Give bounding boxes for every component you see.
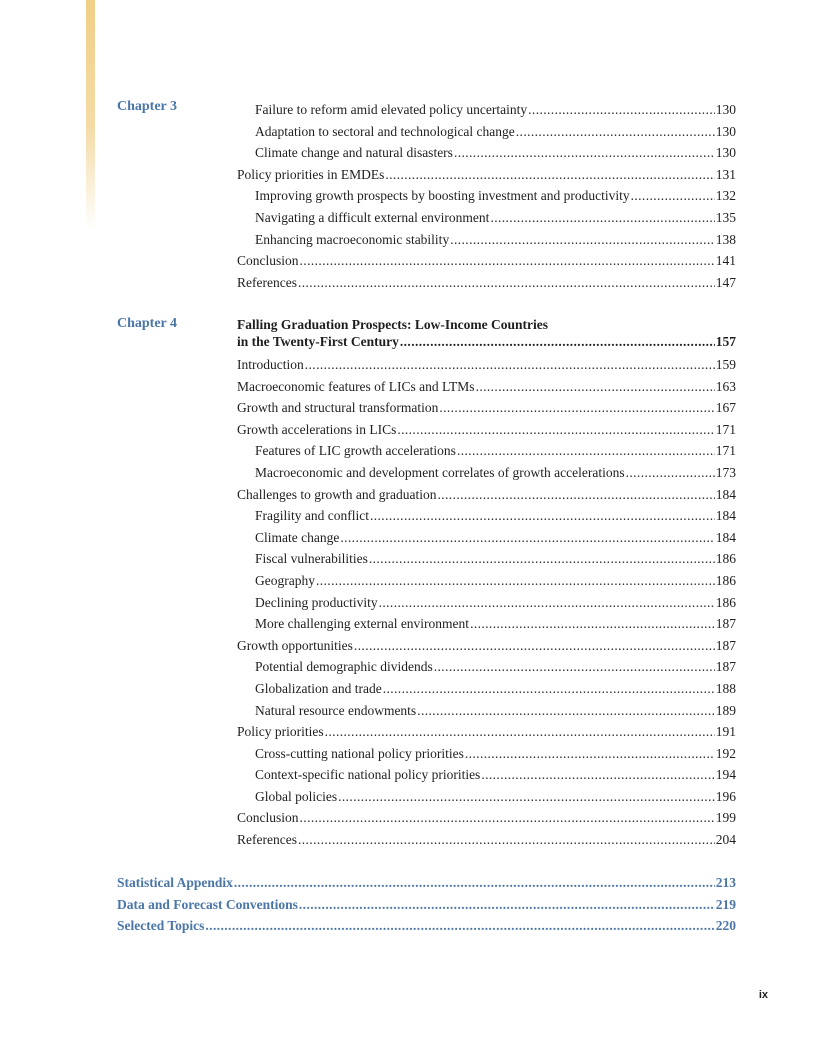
dot-leader [476,376,715,398]
toc-entry-page: 132 [715,188,736,204]
toc-entry-page: 187 [715,616,736,632]
toc-entry-page: 188 [715,680,736,696]
toc-entry[interactable] [237,592,736,614]
toc-entry[interactable] [237,829,736,851]
chapter-4-entries [237,316,736,851]
dot-leader [400,333,715,350]
toc-entry[interactable] [237,229,736,251]
toc-entry-page: 173 [715,464,736,480]
dot-leader [300,807,715,829]
toc-entry-page: 187 [715,659,736,675]
dot-leader [299,894,715,916]
toc-entry[interactable] [237,440,736,462]
toc-entry[interactable] [237,635,736,657]
toc-entry-title: Context-specific national policy priorities [255,767,481,783]
toc-entry-page: 186 [715,551,736,567]
toc-entry[interactable] [237,99,736,121]
dot-leader [439,397,714,419]
dot-leader [631,185,715,207]
toc-entry-title: Conclusion [237,253,299,269]
toc-entry[interactable] [237,527,736,549]
back-matter-page: 220 [715,918,736,934]
dot-leader [528,99,715,121]
toc-entry-page: 131 [715,166,736,182]
toc-entry[interactable] [237,272,736,294]
toc-entry[interactable] [237,505,736,527]
toc-entry-title: Improving growth prospects by boosting investment and productivity [255,188,630,204]
toc-entry-title: Fiscal vulnerabilities [255,551,368,567]
toc-entry-title: Climate change and natural disasters [255,145,453,161]
toc-entry[interactable] [237,185,736,207]
back-matter-title: Statistical Appendix [117,875,233,890]
back-matter-page: 213 [715,875,736,890]
toc-entry-title: Features of LIC growth accelerations [255,443,456,459]
back-matter-title: Data and Forecast Conventions [117,896,298,912]
back-matter-entry[interactable] [117,894,736,916]
toc-entry-title: Growth opportunities [237,637,353,653]
dot-leader [470,613,715,635]
toc-entry-page: 141 [715,253,736,269]
toc-entry-page: 194 [715,767,736,783]
toc-entry-title: Enhancing macroeconomic stability [255,231,450,247]
toc-entry[interactable] [237,548,736,570]
toc-entry-page: 184 [715,508,736,524]
toc-entry-page: 171 [715,421,736,437]
dot-leader [516,121,715,143]
dot-leader [298,272,715,294]
toc-entry[interactable] [237,354,736,376]
toc-entry-page: 167 [715,400,736,416]
chapter-3-label: Chapter 3 [117,99,178,114]
toc-entry-title: Globalization and trade [255,680,382,696]
toc-entry[interactable] [237,484,736,506]
toc-entry-page: 191 [715,724,736,740]
toc-entry-title: Natural resource endowments [255,702,417,718]
back-matter-title: Selected Topics [117,918,205,934]
toc-entry[interactable] [237,786,736,808]
chapter-3-entries [237,99,736,293]
toc-entry-title: References [237,274,297,290]
toc-entry[interactable] [237,121,736,143]
toc-entry-page: 159 [715,357,736,372]
dot-leader [340,527,714,549]
dot-leader [457,440,715,462]
dot-leader [450,229,715,251]
toc-entry-title: Macroeconomic features of LICs and LTMs [237,378,475,394]
dot-leader [437,484,714,506]
dot-leader [354,635,715,657]
toc-entry-title: Policy priorities [237,724,324,740]
dot-leader [481,764,714,786]
toc-entry-title: Introduction [237,357,304,372]
chapter-4-title-page: 157 [715,334,736,349]
back-matter-page: 219 [715,896,736,912]
dot-leader [369,548,715,570]
toc-entry-title: Declining productivity [255,594,378,610]
chapter-4-title[interactable]: Falling Graduation Prospects: Low-Income Countries [237,317,548,332]
toc-entry-page: 147 [715,274,736,290]
dot-leader [379,592,715,614]
toc-entry[interactable] [237,570,736,592]
toc-entry-title: Conclusion [237,810,299,826]
toc-entry-title: Fragility and conflict [255,508,369,524]
toc-entry-page: 171 [715,443,736,459]
toc-entry-page: 186 [715,594,736,610]
toc-entry-title: Adaptation to sectoral and technological change [255,123,515,139]
toc-entry-page: 135 [715,209,736,225]
toc-entry[interactable] [237,376,736,398]
back-matter-entry[interactable] [117,872,736,894]
toc-entry-page: 187 [715,637,736,653]
dot-leader [417,700,715,722]
toc-entry[interactable] [237,250,736,272]
dot-leader [305,354,715,376]
toc-entry-page: 199 [715,810,736,826]
toc-entry-title: More challenging external environment [255,616,470,632]
toc-entry-title: Macroeconomic and development correlates of growth accelerations [255,464,625,480]
toc-entry[interactable] [237,207,736,229]
dot-leader [300,250,715,272]
toc-entry[interactable] [237,656,736,678]
toc-entry-page: 186 [715,572,736,588]
toc-entry-title: Cross-cutting national policy priorities [255,745,464,761]
toc-entry-page: 192 [715,745,736,761]
dot-leader [298,829,715,851]
toc-entry-title: Challenges to growth and graduation [237,486,437,502]
toc-entry-page: 196 [715,788,736,804]
dot-leader [385,164,714,186]
toc-entry[interactable] [237,764,736,786]
toc-entry-title: Failure to reform amid elevated policy uncertainty [255,102,528,117]
dot-leader [338,786,715,808]
toc-entry-title: Navigating a difficult external environment [255,209,490,225]
page-number: ix [758,989,768,1001]
dot-leader [325,721,715,743]
dot-leader [626,462,715,484]
chapter-4-title-cont: in the Twenty-First Century [237,334,399,349]
toc-entry-page: 184 [715,529,736,545]
toc-entry-title: Climate change [255,529,340,545]
dot-leader [490,207,714,229]
back-matter-section [117,872,736,937]
toc-entry-title: References [237,832,297,848]
toc-entry-page: 163 [715,378,736,394]
dot-leader [383,678,715,700]
toc-entry-page: 130 [715,123,736,139]
toc-entry-page: 130 [715,102,736,117]
chapter-4-label: Chapter 4 [117,316,178,331]
dot-leader [205,915,714,937]
toc-entry[interactable] [237,678,736,700]
toc-entry[interactable] [237,397,736,419]
toc-entry-page: 184 [715,486,736,502]
toc-entry-title: Geography [255,572,315,588]
toc-entry[interactable] [237,700,736,722]
toc-entry-title: Potential demographic dividends [255,659,433,675]
toc-entry[interactable] [237,613,736,635]
toc-entry-page: 204 [715,832,736,848]
toc-entry-title: Growth and structural transformation [237,400,439,416]
dot-leader [316,570,715,592]
dot-leader [454,142,715,164]
toc-entry-page: 138 [715,231,736,247]
toc-entry-title: Global policies [255,788,338,804]
decorative-gold-bar [86,0,95,230]
dot-leader [465,743,715,765]
toc-entry[interactable] [237,419,736,441]
dot-leader [434,656,715,678]
toc-entry[interactable] [237,807,736,829]
toc-entry-title: Policy priorities in EMDEs [237,166,385,182]
toc-entry[interactable] [237,743,736,765]
dot-leader [370,505,715,527]
dot-leader [397,419,714,441]
dot-leader [234,872,715,894]
toc-entry[interactable] [237,164,736,186]
toc-entry-title: Growth accelerations in LICs [237,421,397,437]
chapter-4-title-entry[interactable] [237,333,736,350]
toc-entry[interactable] [237,721,736,743]
toc-entry-page: 130 [715,145,736,161]
toc-entry[interactable] [237,142,736,164]
back-matter-entry[interactable] [117,915,736,937]
toc-entry-page: 189 [715,702,736,718]
toc-entry[interactable] [237,462,736,484]
